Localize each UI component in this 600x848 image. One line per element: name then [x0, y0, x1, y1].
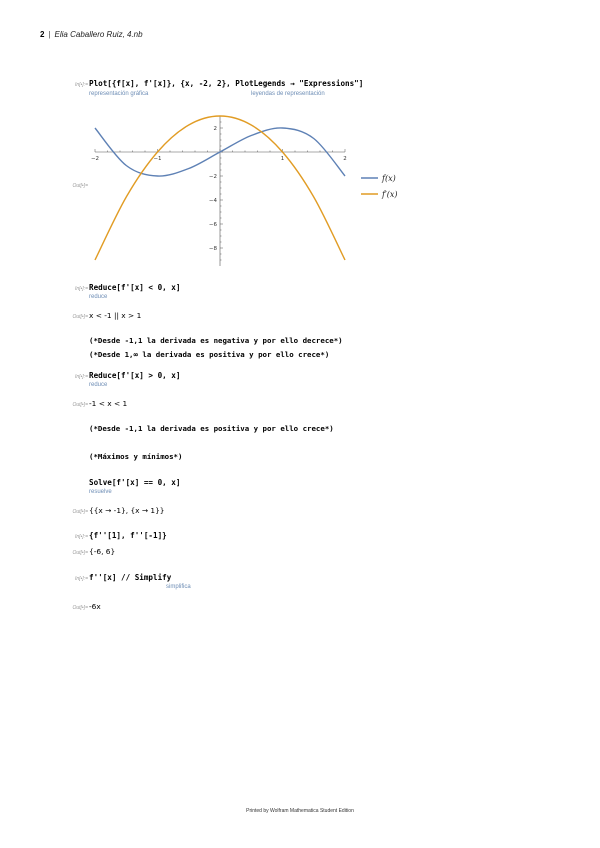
input-label: In[•]:= — [74, 374, 88, 380]
simplify-output: -6x — [89, 602, 101, 611]
page-header — [40, 30, 143, 39]
output-label: Out[•]= — [72, 605, 88, 611]
x-tick-label: 1 — [280, 156, 285, 162]
output-label: Out[•]= — [72, 509, 88, 515]
y-tick-label: −8 — [208, 246, 217, 252]
comment-line[interactable]: (*Desde -1,1 la derivada es negativa y por ello decrece*) — [89, 336, 343, 345]
x-tick-label: 2 — [343, 156, 347, 162]
reduce-gt-output: -1 < x < 1 — [89, 399, 128, 408]
output-label: Out[•]= — [72, 314, 88, 320]
second-derivative-input[interactable]: {f''[1], f''[-1]} — [89, 531, 167, 540]
reduce-gt-input[interactable]: Reduce[f'[x] > 0, x] — [89, 371, 181, 380]
comment-line[interactable]: (*Desde 1,∞ la derivada es positiva y por ello crece*) — [89, 350, 330, 359]
reduce-lt-output: x < -1 || x > 1 — [89, 311, 142, 320]
page-number: 2 — [40, 30, 45, 39]
header-separator: | — [48, 30, 51, 39]
y-tick-label: −2 — [208, 174, 217, 180]
input-label: In[•]:= — [74, 82, 88, 88]
reduce-hint[interactable]: reduce — [89, 382, 108, 388]
y-tick-label: −4 — [208, 198, 217, 204]
output-label: Out[•]= — [72, 402, 88, 408]
x-tick-label: −1 — [153, 156, 162, 162]
solve-input[interactable]: Solve[f'[x] == 0, x] — [89, 478, 181, 487]
legend-label: f′(x) — [382, 190, 398, 199]
solve-hint[interactable]: resuelve — [89, 489, 112, 495]
y-tick-label: 2 — [213, 126, 217, 132]
plot-input[interactable]: Plot[{f[x], f'[x]}, {x, -2, 2}, PlotLegends → "Expressions"] — [89, 79, 364, 88]
simplify-hint[interactable]: simplifica — [166, 584, 191, 590]
y-tick-label: −6 — [208, 222, 217, 228]
plot-chart — [86, 110, 426, 272]
input-label: In[•]:= — [74, 534, 88, 540]
plotlegends-hint[interactable]: leyendas de representación — [251, 91, 325, 97]
solve-output: {{x → -1}, {x → 1}} — [89, 506, 165, 515]
reduce-lt-input[interactable]: Reduce[f'[x] < 0, x] — [89, 283, 181, 292]
x-tick-label: −2 — [90, 156, 100, 162]
plot-legend — [361, 174, 398, 199]
notebook-filename: Elia Caballero Ruiz, 4.nb — [54, 30, 143, 39]
second-derivative-output: {-6, 6} — [89, 547, 116, 556]
simplify-input[interactable]: f''[x] // Simplify — [89, 573, 172, 582]
output-label: Out[•]= — [72, 550, 88, 556]
legend-label: f(x) — [382, 174, 396, 183]
comment-line[interactable]: (*Desde -1,1 la derivada es positiva y por ello crece*) — [89, 424, 334, 433]
reduce-hint[interactable]: reduce — [89, 294, 108, 300]
page-footer: Printed by Wolfram Mathematica Student Edition — [246, 808, 354, 814]
output-label: Out[•]= — [72, 183, 88, 189]
input-label: In[•]:= — [74, 576, 88, 582]
input-label: In[•]:= — [74, 286, 88, 292]
comment-line[interactable]: (*Máximos y mínimos*) — [89, 452, 183, 461]
plot-hint[interactable]: representación gráfica — [89, 91, 149, 97]
